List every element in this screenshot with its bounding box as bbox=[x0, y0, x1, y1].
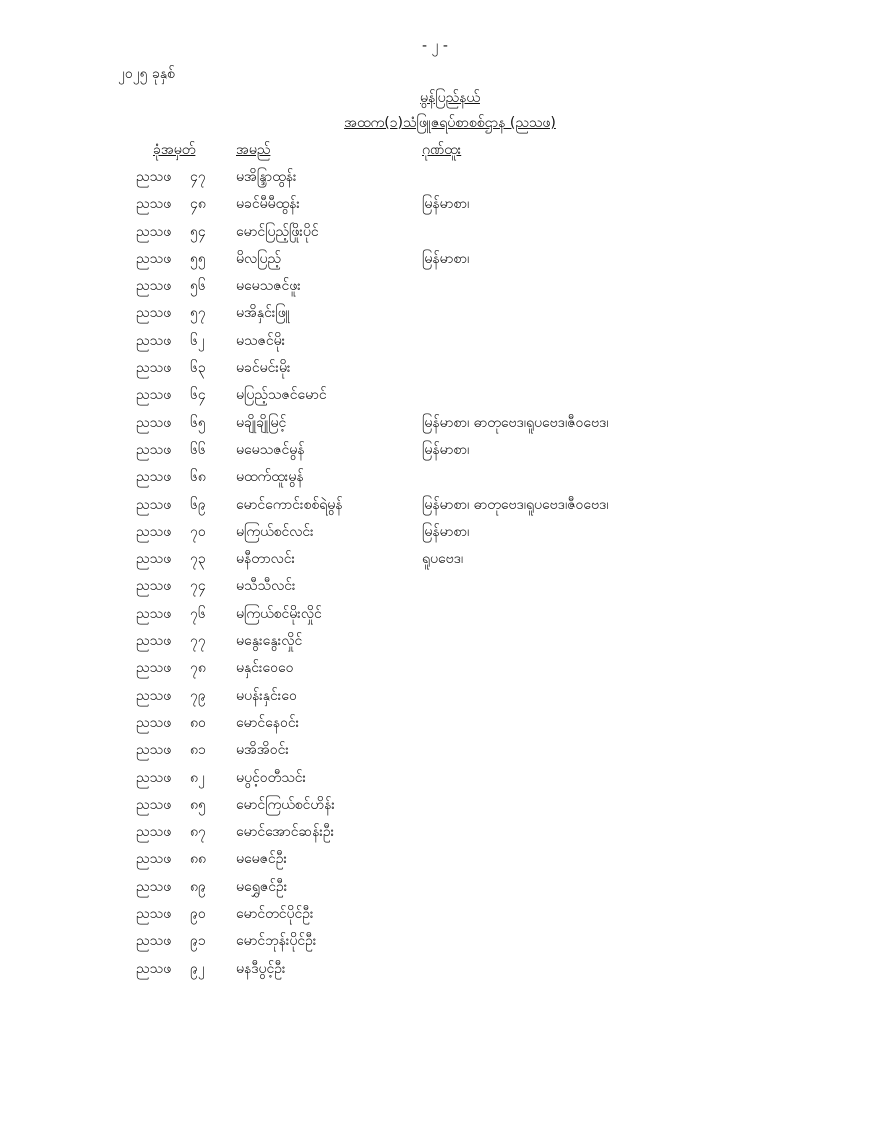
student-name: မိလပြည့် bbox=[236, 250, 281, 267]
roll-prefix: ညသဖ bbox=[136, 250, 172, 267]
roll-prefix: ညသဖ bbox=[136, 305, 172, 322]
roll-number: ၇၄ bbox=[190, 578, 206, 595]
student-name: မောင်ပြည့်ဖြိုးပိုင် bbox=[236, 223, 319, 240]
roll-number: ၆၂ bbox=[190, 332, 205, 349]
roll-prefix: ညသဖ bbox=[136, 714, 172, 731]
roll-number: ၄၈ bbox=[190, 196, 206, 213]
roll-number: ၄၇ bbox=[190, 169, 206, 185]
list-item bbox=[0, 930, 870, 957]
student-name: မရွှေဇင်ဦး bbox=[236, 878, 288, 895]
list-item bbox=[0, 248, 870, 275]
distinction-subjects: မြန်မာစာ၊ bbox=[422, 250, 470, 267]
student-name: မကြယ်စင်မိုးလှိုင် bbox=[236, 605, 322, 622]
roll-number: ၇၀ bbox=[190, 523, 206, 540]
distinction-subjects: မြန်မာစာ၊ bbox=[422, 196, 470, 213]
column-header-name: အမည် bbox=[236, 142, 271, 158]
list-item bbox=[0, 384, 870, 411]
list-item bbox=[0, 630, 870, 657]
roll-number: ၉၀ bbox=[190, 906, 206, 923]
roll-prefix: ညသဖ bbox=[136, 633, 172, 650]
roll-prefix: ညသဖ bbox=[136, 469, 172, 486]
roll-number: ၈၅ bbox=[190, 796, 206, 813]
roll-number: ၇၃ bbox=[190, 551, 206, 568]
roll-prefix: ညသဖ bbox=[136, 906, 172, 923]
page-number: - ၂ - bbox=[422, 38, 448, 54]
list-item bbox=[0, 412, 870, 439]
student-name: မချိုချိုမြင့် bbox=[236, 414, 287, 431]
list-item bbox=[0, 275, 870, 302]
roll-number: ၈၂ bbox=[190, 769, 205, 786]
student-name: မအိအိဝင်း bbox=[236, 742, 289, 759]
student-name: မောင်တင်ပိုင်ဦး bbox=[236, 906, 314, 923]
roll-prefix: ညသဖ bbox=[136, 441, 172, 458]
student-name: မကြယ်စင်လင်း bbox=[236, 523, 314, 540]
roll-prefix: ညသဖ bbox=[136, 223, 172, 240]
distinction-subjects: ရူပဗေဒ၊ bbox=[422, 551, 464, 568]
list-item bbox=[0, 876, 870, 903]
roll-prefix: ညသဖ bbox=[136, 687, 172, 704]
roll-prefix: ညသဖ bbox=[136, 523, 172, 540]
roll-prefix: ညသဖ bbox=[136, 278, 172, 295]
list-item bbox=[0, 958, 870, 985]
roll-prefix: ညသဖ bbox=[136, 169, 172, 185]
roll-number: ၅၆ bbox=[190, 278, 206, 295]
student-name: မနှင်းဝေဝေ bbox=[236, 660, 294, 677]
roll-prefix: ညသဖ bbox=[136, 605, 172, 622]
column-header-distinction: ဂုဏ်ထူး bbox=[422, 142, 462, 158]
roll-prefix: ညသဖ bbox=[136, 414, 172, 431]
student-name: မမေသဇင်မွန် bbox=[236, 441, 305, 458]
distinction-subjects: မြန်မာစာ၊ bbox=[422, 523, 470, 540]
column-header-roll-no: ခုံအမှတ် bbox=[153, 142, 196, 158]
roll-number: ၈၁ bbox=[190, 742, 206, 759]
document-title: အထက(၁)သံဖြူဇရပ်စာစစ်ဌာန (ညသဖ) bbox=[344, 115, 556, 131]
student-name: မပြည့်သဇင်မောင် bbox=[236, 387, 327, 404]
results-list bbox=[0, 166, 870, 985]
list-item bbox=[0, 166, 870, 193]
roll-number: ၈၈ bbox=[190, 851, 206, 868]
student-name: မနွေးနွေးလှိုင် bbox=[236, 633, 303, 650]
roll-prefix: ညသဖ bbox=[136, 742, 172, 759]
student-name: မအိန္ဒြာထွန်း bbox=[236, 169, 297, 185]
list-item bbox=[0, 657, 870, 684]
roll-prefix: ညသဖ bbox=[136, 933, 172, 950]
roll-prefix: ညသဖ bbox=[136, 332, 172, 349]
roll-number: ၆၉ bbox=[190, 496, 206, 513]
roll-number: ၉၁ bbox=[190, 933, 206, 950]
student-name: မမေသဇင်ဖူး bbox=[236, 278, 301, 295]
student-name: မောင်ကြယ်စင်ဟိန်း bbox=[236, 796, 335, 813]
list-item bbox=[0, 739, 870, 766]
roll-prefix: ညသဖ bbox=[136, 851, 172, 868]
list-item bbox=[0, 603, 870, 630]
roll-prefix: ညသဖ bbox=[136, 387, 172, 404]
list-item bbox=[0, 903, 870, 930]
roll-prefix: ညသဖ bbox=[136, 578, 172, 595]
roll-prefix: ညသဖ bbox=[136, 769, 172, 786]
list-item bbox=[0, 767, 870, 794]
student-name: မနီတာလင်း bbox=[236, 551, 296, 568]
list-item bbox=[0, 330, 870, 357]
roll-prefix: ညသဖ bbox=[136, 196, 172, 213]
roll-number: ၇၆ bbox=[190, 605, 206, 622]
roll-prefix: ညသဖ bbox=[136, 824, 172, 841]
list-item bbox=[0, 685, 870, 712]
roll-prefix: ညသဖ bbox=[136, 660, 172, 677]
roll-prefix: ညသဖ bbox=[136, 960, 172, 977]
student-name: မခင်မီမီထွန်း bbox=[236, 196, 300, 213]
roll-number: ၈၇ bbox=[190, 824, 206, 841]
student-name: မသီသီလင်း bbox=[236, 578, 296, 595]
roll-prefix: ညသဖ bbox=[136, 496, 172, 513]
distinction-subjects: မြန်မာစာ၊ bbox=[422, 441, 470, 458]
roll-number: ၅၇ bbox=[190, 305, 206, 322]
student-name: မောင်ဘုန်းပိုင်ဦး bbox=[236, 933, 317, 950]
list-item bbox=[0, 193, 870, 220]
list-item bbox=[0, 712, 870, 739]
student-name: မမေဇင်ဦး bbox=[236, 851, 288, 868]
list-item bbox=[0, 221, 870, 248]
student-name: မအိနှင်းဖြူ bbox=[236, 305, 290, 322]
list-item bbox=[0, 439, 870, 466]
roll-prefix: ညသဖ bbox=[136, 796, 172, 813]
list-item bbox=[0, 466, 870, 493]
roll-number: ၇၈ bbox=[190, 660, 206, 677]
list-item bbox=[0, 357, 870, 384]
student-name: မပန်းနှင်းဝေ bbox=[236, 687, 297, 704]
roll-number: ၆၆ bbox=[190, 441, 206, 458]
year-line: ၂၀၂၅ ခုနှစ် bbox=[118, 66, 175, 82]
list-item bbox=[0, 575, 870, 602]
roll-number: ၇၇ bbox=[190, 633, 206, 650]
student-name: မထက်ထူးမွန် bbox=[236, 469, 304, 486]
student-name: မောင်နေဝင်း bbox=[236, 714, 300, 731]
student-name: မနဒီပွင့်ဦး bbox=[236, 960, 286, 977]
roll-number: ၈၉ bbox=[190, 878, 206, 895]
student-name: မသဇင်မိုး bbox=[236, 332, 286, 349]
roll-number: ၇၉ bbox=[190, 687, 206, 704]
roll-number: ၆၈ bbox=[190, 469, 206, 486]
roll-prefix: ညသဖ bbox=[136, 551, 172, 568]
roll-number: ၅၅ bbox=[190, 250, 206, 267]
student-name: မောင်ကောင်းစစ်ရဲမွန် bbox=[236, 496, 343, 513]
student-name: မပွင့်ဝတီသင်း bbox=[236, 769, 307, 786]
roll-number: ၆၃ bbox=[190, 360, 206, 377]
roll-number: ၈၀ bbox=[190, 714, 206, 731]
list-item bbox=[0, 494, 870, 521]
list-item bbox=[0, 848, 870, 875]
roll-number: ၅၄ bbox=[190, 223, 206, 240]
student-name: မောင်အောင်ဆန်းဦး bbox=[236, 824, 335, 841]
distinction-subjects: မြန်မာစာ၊ ဓာတုဗေဒ၊ရူပဗေဒ၊ဇီဝဗေဒ၊ bbox=[422, 496, 609, 513]
list-item bbox=[0, 521, 870, 548]
office-title: မွန်ပြည်နယ် bbox=[420, 90, 480, 106]
roll-prefix: ညသဖ bbox=[136, 360, 172, 377]
roll-number: ၆၄ bbox=[190, 387, 206, 404]
roll-number: ၉၂ bbox=[190, 960, 205, 977]
list-item bbox=[0, 548, 870, 575]
roll-prefix: ညသဖ bbox=[136, 878, 172, 895]
list-item bbox=[0, 794, 870, 821]
roll-number: ၆၅ bbox=[190, 414, 206, 431]
list-item bbox=[0, 821, 870, 848]
distinction-subjects: မြန်မာစာ၊ ဓာတုဗေဒ၊ရူပဗေဒ၊ဇီဝဗေဒ၊ bbox=[422, 414, 609, 431]
student-name: မခင်မင်းမိုး bbox=[236, 360, 291, 377]
list-item bbox=[0, 302, 870, 329]
